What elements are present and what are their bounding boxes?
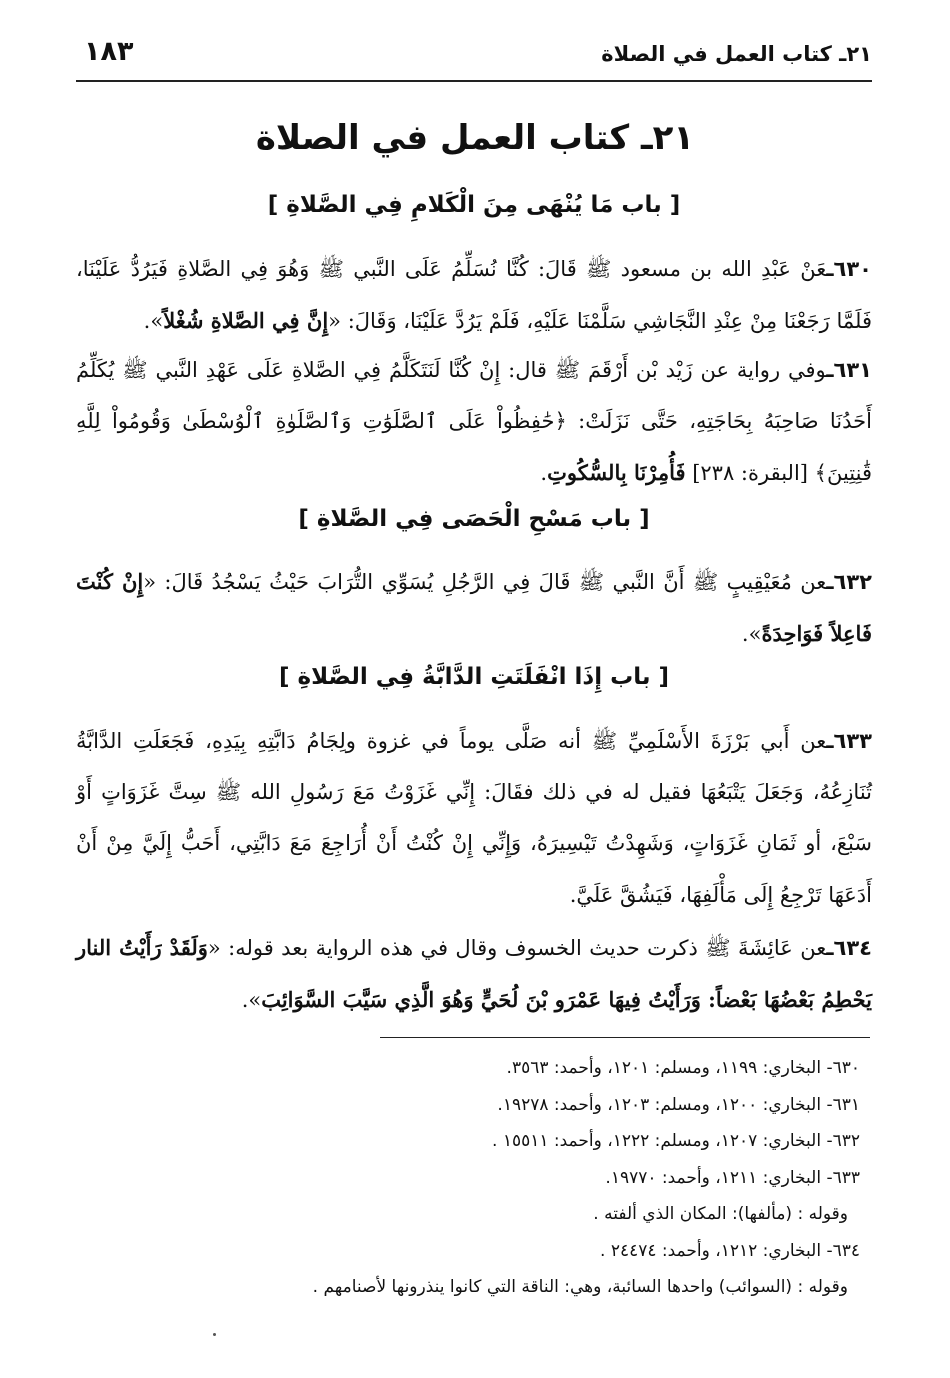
footnotes (90, 1050, 872, 1306)
book-title: ٢١ـ كتاب العمل في الصلاة (255, 118, 695, 158)
hadith-number: ٦٣٣ـ (826, 729, 872, 753)
hadith-632 (76, 556, 872, 660)
hadith-633 (76, 716, 872, 921)
hadith-text: عن أَبي بَرْزَةَ الأَسْلَمِيِّ ﷺ أنه صَلَّى يوماً في غزوة ولِجَامُ دَابَّتِهِ بِيَدِهِ، فَجَعَلَتِ الدَّابَّةُ تُنَازِعُهُ، وَجَعَلَ يَتْبَعُهَا فقيل له في ذلك فقَالَ: إِنِّي غَزَوْتُ مَعَ رَسُولِ الله ﷺ سِتَّ غَزَوَاتٍ أَوْ سَبْعَ، أو ثَمَانِ غَزَوَاتٍ، وَشَهِدْتُ تَيْسِيرَهُ، وَإِنِّي إِنْ كُنْتُ أَنْ أُرَاجِعَ مَعَ دَابَّتِي، أَحَبُّ إِلَيَّ مِنْ أَنْ أَدَعَهَا تَرْجِعُ إِلَى مَأْلَفِهَا، فَيَشُقَّ عَلَيَّ. (76, 729, 872, 907)
hadith-number: ٦٣٢ـ (826, 570, 872, 594)
footnote-630: ٦٣٠- البخاري: ١١٩٩، ومسلم: ١٢٠١، وأحمد: ٣٥٦٣. (506, 1058, 860, 1078)
footnote-634-note: وقوله : (السوائب) واحدها السائبة، وهي: الناقة التي كانوا ينذرونها لأصنامهم . (312, 1277, 848, 1297)
page-number: ١٨٣ (84, 36, 134, 67)
footnote-633-note: وقوله : (مألفها): المكان الذي ألفته . (593, 1204, 848, 1224)
hadith-number: ٦٣٠ـ (826, 257, 872, 281)
print-speck (213, 1333, 216, 1336)
hadith-text: عن مُعَيْقِيبٍ ﷺ أَنَّ النَّبي ﷺ قَالَ فِي الرَّجُلِ يُسَوِّي التُّرَابَ حَيْثُ يَسْجُدُ قَالَ: « (143, 570, 827, 594)
hadith-number: ٦٣١ـ (826, 358, 872, 382)
footnote-631: ٦٣١- البخاري: ١٢٠٠، ومسلم: ١٢٠٣، وأحمد: ١٩٢٧٨. (497, 1094, 860, 1115)
hadith-close: ». (741, 622, 762, 646)
hadith-close: ». (143, 309, 164, 333)
running-title: ٢١ـ كتاب العمل في الصلاة (601, 42, 872, 66)
hadith-quote: إِنْ كُنْتَ فَاعِلاً فَوَاحِدَةً (76, 569, 872, 646)
hadith-close: . (540, 461, 548, 485)
hadith-quote: فَأُمِرْنَا بِالسُّكُوتِ (547, 460, 686, 485)
chapter-heading-3: [ باب إِذَا انْفَلَتَتِ الدَّابَّةُ فِي الصَّلاةِ ] (278, 664, 670, 690)
hadith-text: وفي رواية عن زَيْد بْن أَرْقَمَ ﷺ قال: إِنْ كُنَّا لَنَتَكَلَّمُ فِي الصَّلاةِ عَلَى عَهْدِ النَّبي ﷺ يُكَلِّمُ أَحَدُنَا صَاحِبَهُ بِحَاجَتِهِ، حَتَّى نَزَلَتْ: ﴿حَٰفِظُواْ عَلَى ٱلصَّلَوَٰتِ وَٱلصَّلَوٰةِ ٱلْوُسْطَىٰ وَقُومُواْ لِلَّهِ قَٰنِتِينَ﴾ [البقرة: ٢٣٨] (76, 358, 872, 485)
hadith-text: عَنْ عَبْدِ الله بن مسعود ﷺ قَالَ: كُنَّا نُسَلِّمُ عَلَى النَّبي ﷺ وَهُوَ فِي الصَّلاةِ فَيَرُدُّ عَلَيْنَا، فَلَمَّا رَجَعْنَا مِنْ عِنْدِ النَّجَاشِي سَلَّمْنَا عَلَيْهِ، فَلَمْ يَرُدَّ عَلَيْنَا، وَقَالَ: « (76, 257, 872, 333)
hadith-number: ٦٣٤ـ (826, 936, 872, 960)
hadith-quote: إِنَّ فِي الصَّلاةِ شُغْلاً (163, 308, 329, 333)
hadith-634 (76, 922, 872, 1026)
running-header (76, 36, 872, 76)
hadith-631 (76, 345, 872, 499)
footnote-632: ٦٣٢- البخاري: ١٢٠٧، ومسلم: ١٢٢٢، وأحمد: ١٥٥١١ . (492, 1131, 860, 1151)
footnote-rule (380, 1037, 870, 1038)
hadith-close: ». (241, 988, 262, 1012)
hadith-text: عن عَائِشَةَ ﷺ ذكرت حديث الخسوف وقال في هذه الرواية بعد قوله: « (207, 936, 827, 960)
header-rule (76, 80, 872, 82)
hadith-630 (76, 244, 872, 347)
footnote-633: ٦٣٣- البخاري: ١٢١١، وأحمد: ١٩٧٧٠. (605, 1167, 860, 1188)
hadith-quote: وَلَقَدْ رَأَيْتُ النار يَحْطِمُ بَعْضُهَا بَعْضاً: وَرَأَيْتُ فِيهَا عَمْرَو بْنَ لُحَيٍّ وَهُوَ الَّذِي سَيَّبَ السَّوَائِبَ (76, 935, 872, 1012)
footnote-634: ٦٣٤- البخاري: ١٢١٢، وأحمد: ٢٤٤٧٤ . (600, 1240, 860, 1261)
chapter-heading-1: [ باب مَا يُنْهَى مِنَ الْكَلامِ فِي الصَّلاةِ ] (267, 192, 681, 218)
chapter-heading-2: [ باب مَسْحِ الْحَصَى فِي الصَّلاةِ ] (298, 506, 650, 532)
